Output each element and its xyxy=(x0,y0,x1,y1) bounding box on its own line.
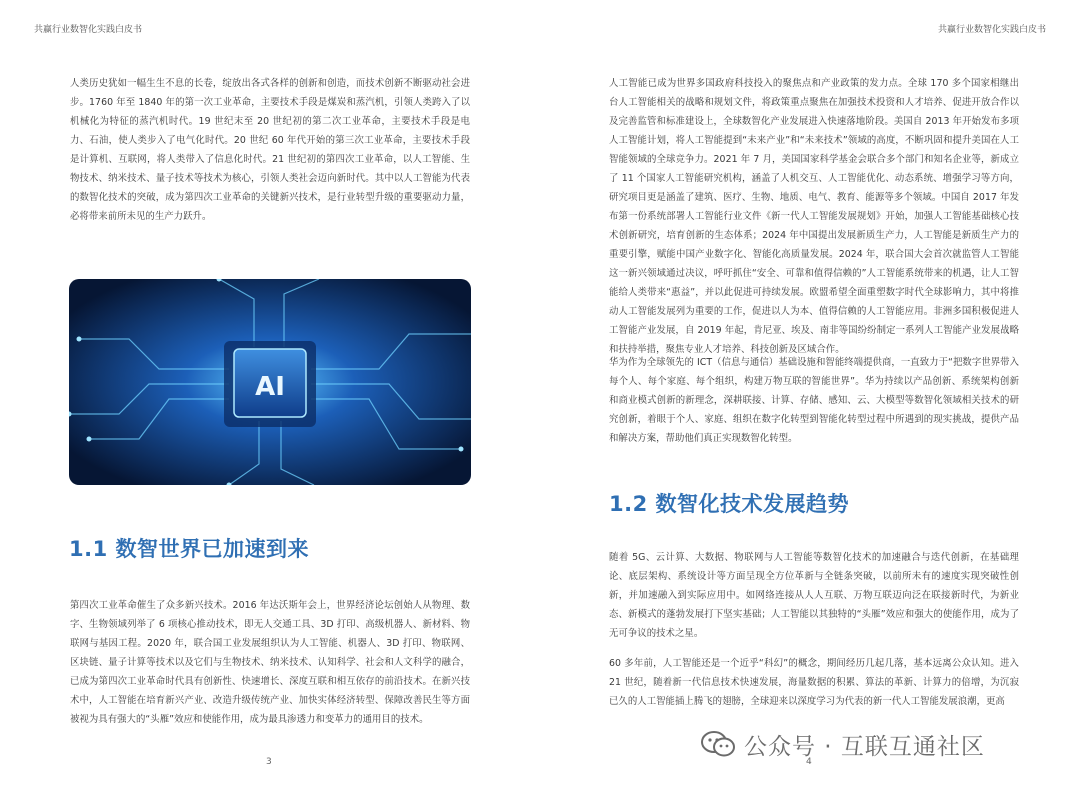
trend-paragraph: 随着 5G、云计算、大数据、物联网与人工智能等数智化技术的加速融合与迭代创新，在基础理论、底层架构、系统设计等方面呈现全方位革新与全链条突破，以前所未有的速度实现突破性创新，并加速融入到实际应用中。如网络连接从人人互联、万物互联迈向泛在联接新时代，为新业态、新模式的蓬勃发展打下坚实基础；人工智能以其独特的“头雁”效应和强大的使能作用，成为了无可争议的技术之星。 xyxy=(609,552,1019,639)
intro-paragraph: 人类历史犹如一幅生生不息的长卷，绽放出各式各样的创新和创造，而技术创新不断驱动社会进步。1760 年至 1840 年的第一次工业革命，主要技术手段是煤炭和蒸汽机，引领人类跨入了以机械化为特征的蒸汽机时代。19 世纪末至 20 世纪初的第二次工业革命，主要技术手段是电力、石油，使人类步入了电气化时代。20 世纪 60 年代开始的第三次工业革命，主要技术手段是计算机、互联网，将人类带入了信息化时代。21 世纪初的第四次工业革命，以人工智能、生物技术、纳米技术、量子技术等技术为核心，引领人类社会迈向新时代。其中以人工智能为代表的数智化技术的突破，成为第四次工业革命的关键新兴技术，是行业转型升级的重要驱动力量，必将带来前所未见的生产力跃升。 xyxy=(70,78,470,222)
history-paragraph: 60 多年前，人工智能还是一个近乎“科幻”的概念，期间经历几起几落，基本远离公众认知。进入 21 世纪，随着新一代信息技术快速发展，海量数据的积累、算法的革新、计算力的倍增，为沉寂已久的人工智能插上腾飞的翅膀，全球迎来以深度学习为代表的新一代人工智能发展浪潮，更高 xyxy=(609,658,1019,707)
right-page xyxy=(540,0,1080,789)
page-number: 4 xyxy=(806,757,812,767)
running-header: 共赢行业数智化实践白皮书 xyxy=(937,25,1046,35)
huawei-paragraph: 华为作为全球领先的 ICT（信息与通信）基础设施和智能终端提供商，一直致力于“把数字世界带入每个人、每个家庭、每个组织，构建万物互联的智能世界”。华为持续以产品创新、系统架构创新和商业模式创新的新理念，深耕联接、计算、存储、感知、云、大模型等数智化领域相关技术的研究创新，着眼于个人、家庭、组织在数字化转型到智能化转型过程中所遇到的现实挑战，提供产品和解决方案，帮助他们真正实现数智化转型。 xyxy=(609,357,1019,444)
running-header: 共赢行业数智化实践白皮书 xyxy=(34,25,143,35)
section-title-1-2: 1.2 数智化技术发展趋势 xyxy=(609,492,850,516)
chip-label: AI xyxy=(255,372,285,402)
section-1-1-body: 第四次工业革命催生了众多新兴技术。2016 年达沃斯年会上，世界经济论坛创始人从物理、数字、生物领域列举了 6 项核心推动技术，即无人交通工具、3D 打印、高级机器人、新材料、物联网与基因工程。2020 年，联合国工业发展组织认为人工智能、机器人、3D 打印、物联网、区块链、量子计算等技术以及它们与生物技术、纳米技术、认知科学、社会和人文科学的融合，已成为第四次工业革命时代具有创新性、快速增长、深度互联和相互依存的前沿技术。在新兴技术中，人工智能在培育新兴产业、改造升级传统产业、加快实体经济转型、保障改善民生等方面被视为具有强大的“头雁”效应和使能作用，成为最具渗透力和变革力的通用目的技术。 xyxy=(70,600,470,725)
wechat-icon xyxy=(700,730,736,758)
ai-chip-image xyxy=(69,279,471,485)
watermark-text: 公众号 · 互联互通社区 xyxy=(744,733,985,760)
policy-paragraph: 人工智能已成为世界多国政府科技投入的聚焦点和产业政策的发力点。全球 170 多个国家相继出台人工智能相关的战略和规划文件，将政策重点聚焦在加强技术投资和人才培养、促进开放合作以及完善监管和标准建设上，全球数智化产业发展进入快速落地阶段。美国自 2013 年开始发布多项人工智能计划，将人工智能提到“未来产业”和“未来技术”领域的高度，不断巩固和提升美国在人工智能领域的全球竞争力。2021 年 7 月，美国国家科学基金会联合多个部门和知名企业等，新成立了 11 个国家人工智能研究机构，涵盖了人机交互、人工智能优化、动态系统、增强学习等方向，研究项目更是涵盖了建筑、医疗、生物、地质、电气、教育、能源等多个领域。中国自 2017 年发布第一份系统部署人工智能行业文件《新一代人工智能发展规划》开始，加强人工智能基础核心技术创新研究，培育创新的生态体系；2024 年中国提出发展新质生产力，人工智能是新质生产力的重要引擎，赋能中国产业数字化、智能化高质量发展。2024 年，联合国大会首次就监管人工智能这一新兴领域通过决议，呼吁抓住“安全、可靠和值得信赖的”人工智能系统带来的机遇，让人工智能给人类带来“惠益”，并以此促进可持续发展。欧盟希望全面重塑数字时代全球影响力，其中将推动人工智能发展列为重要的工作，促进以人为本、值得信赖的人工智能应用。非洲多国积极促进人工智能产业发展，自 2019 年起，肯尼亚、埃及、南非等国纷纷制定一系列人工智能产业发展战略和扶持举措，聚焦专业人才培养、科技创新及区域合作。 xyxy=(609,78,1019,355)
section-title-1-1: 1.1 数智世界已加速到来 xyxy=(69,537,310,561)
watermark xyxy=(700,728,985,760)
page-number: 3 xyxy=(266,757,272,767)
